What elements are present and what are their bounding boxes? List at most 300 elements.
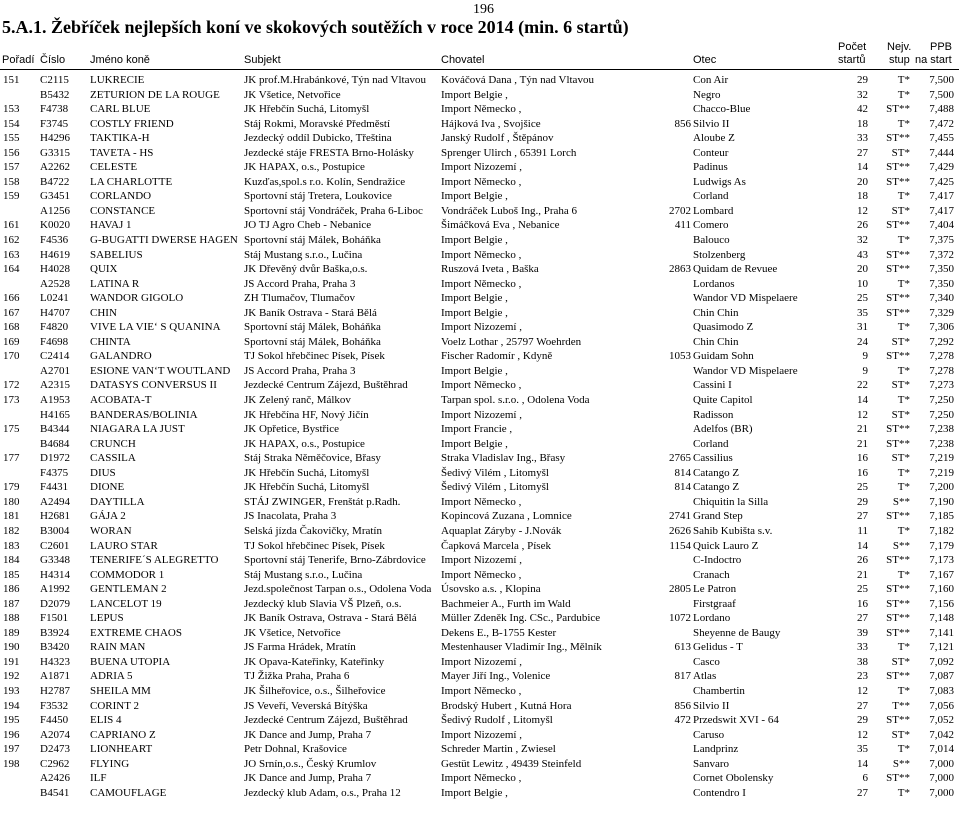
rank-cell: 179 — [3, 481, 20, 494]
horse-number-cell: B3924 — [40, 626, 70, 639]
starts-cell: 27 — [857, 786, 868, 799]
sire-cell: Cranach — [693, 568, 730, 581]
starts-cell: 26 — [857, 554, 868, 567]
level-cell: ST** — [886, 626, 910, 639]
rank-cell: 158 — [3, 175, 20, 188]
header-starts-top: Počet — [838, 41, 867, 53]
breeder-cell: Import Německo , — [441, 495, 522, 508]
breeder-cell: Import Nizozemí , — [441, 728, 522, 741]
starts-cell: 43 — [857, 248, 868, 261]
table-row — [0, 495, 959, 510]
rank-cell: 163 — [3, 248, 20, 261]
horse-name-cell: HAVAJ 1 — [90, 219, 132, 232]
ppb-cell: 7,472 — [929, 117, 954, 130]
horse-number-cell: A1871 — [40, 670, 70, 683]
sire-cell: C-Indoctro — [693, 554, 742, 567]
horse-name-cell: DAYTILLA — [90, 495, 145, 508]
horse-name-cell: CORLANDO — [90, 190, 152, 203]
ppb-cell: 7,167 — [929, 568, 954, 581]
rank-cell: 197 — [3, 743, 20, 756]
horse-name-cell: CONSTANCE — [90, 204, 156, 217]
subject-cell: JK Opřetice, Bystřice — [244, 423, 339, 436]
subject-cell: JS Accord Praha, Praha 3 — [244, 364, 356, 377]
horse-number-cell: B4541 — [40, 786, 70, 799]
sire-cell: Comero — [693, 219, 729, 232]
horse-name-cell: LEPUS — [90, 612, 124, 625]
table-row — [0, 175, 959, 190]
subject-cell: Selská jízda Čakovičky, Mratín — [244, 524, 382, 537]
subject-cell: JS Veveří, Veverská Bítýška — [244, 699, 368, 712]
table-row — [0, 233, 959, 248]
breeder-cell: Import Belgie , — [441, 234, 508, 247]
sire-cell: Chambertin — [693, 684, 745, 697]
ppb-cell: 7,340 — [929, 292, 954, 305]
sire-cell: Cassini I — [693, 379, 732, 392]
horse-number-cell: A2528 — [40, 277, 70, 290]
rank-cell: 193 — [3, 684, 20, 697]
ppb-cell: 7,273 — [929, 379, 954, 392]
table-row — [0, 568, 959, 583]
horse-number-cell: A2494 — [40, 495, 70, 508]
table-row — [0, 422, 959, 437]
level-cell: S** — [892, 757, 910, 770]
horse-number-cell: F3532 — [40, 699, 69, 712]
sire-cell: Chacco-Blue — [693, 103, 751, 116]
header-number: Číslo — [40, 54, 66, 66]
level-cell: ST** — [886, 161, 910, 174]
horse-name-cell: G-BUGATTI DWERSE HAGEN — [90, 234, 238, 247]
rank-cell: 189 — [3, 626, 20, 639]
horse-number-cell: G3315 — [40, 146, 70, 159]
level-cell: ST** — [886, 510, 910, 523]
subject-cell: ZH Tlumačov, Tlumačov — [244, 292, 355, 305]
table-row — [0, 684, 959, 699]
rank-cell: 184 — [3, 554, 20, 567]
ppb-cell: 7,329 — [929, 306, 954, 319]
horse-name-cell: FLYING — [90, 757, 130, 770]
subject-cell: JK Baník Ostrava, Ostrava - Stará Bělá — [244, 612, 417, 625]
horse-number-cell: F3745 — [40, 117, 69, 130]
level-cell: ST* — [891, 728, 910, 741]
horse-number-cell: F4738 — [40, 103, 69, 116]
sire-cell: Sahib Kubišta s.v. — [693, 524, 773, 537]
starts-cell: 6 — [862, 772, 868, 785]
starts-cell: 12 — [857, 204, 868, 217]
breeder-cell: Import Německo , — [441, 103, 522, 116]
subject-cell: Sportovní stáj Vondráček, Praha 6-Liboc — [244, 204, 423, 217]
ppb-cell: 7,350 — [929, 277, 954, 290]
breeder-cell: Aquaplat Záryby - J.Novák — [441, 524, 562, 537]
horse-name-cell: WORAN — [90, 524, 132, 537]
table-row — [0, 102, 959, 117]
breeder-ref-cell: 856 — [674, 699, 691, 712]
breeder-cell: Import Nizozemí , — [441, 655, 522, 668]
starts-cell: 12 — [857, 684, 868, 697]
breeder-cell: Import Belgie , — [441, 306, 508, 319]
breeder-ref-cell: 472 — [674, 714, 691, 727]
sire-cell: Radisson — [693, 408, 734, 421]
subject-cell: JK Dance and Jump, Praha 7 — [244, 772, 372, 785]
horse-name-cell: RAIN MAN — [90, 641, 146, 654]
breeder-ref-cell: 2626 — [669, 524, 691, 537]
rank-cell: 182 — [3, 524, 20, 537]
starts-cell: 33 — [857, 641, 868, 654]
starts-cell: 42 — [857, 103, 868, 116]
table-row — [0, 248, 959, 263]
rank-cell: 198 — [3, 757, 20, 770]
horse-name-cell: TAKTIKA-H — [90, 132, 150, 145]
breeder-ref-cell: 817 — [674, 670, 691, 683]
rank-cell: 167 — [3, 306, 20, 319]
table-row — [0, 335, 959, 350]
horse-number-cell: H4323 — [40, 655, 70, 668]
rank-cell: 180 — [3, 495, 20, 508]
header-divider — [0, 69, 959, 70]
horse-number-cell: G3451 — [40, 190, 70, 203]
sire-cell: Grand Step — [693, 510, 743, 523]
ppb-cell: 7,425 — [929, 175, 954, 188]
level-cell: ST** — [886, 306, 910, 319]
header-sire: Otec — [693, 54, 717, 66]
ppb-cell: 7,219 — [929, 452, 954, 465]
subject-cell: Jezdecký klub Adam, o.s., Praha 12 — [244, 786, 401, 799]
horse-number-cell: C2601 — [40, 539, 70, 552]
horse-name-cell: CHINTA — [90, 335, 131, 348]
breeder-cell: Gestüt Lewitz , 49439 Steinfeld — [441, 757, 582, 770]
level-cell: ST** — [886, 597, 910, 610]
sire-cell: Corland — [693, 190, 729, 203]
breeder-ref-cell: 856 — [674, 117, 691, 130]
subject-cell: JS Inacolata, Praha 3 — [244, 510, 337, 523]
horse-number-cell: A2262 — [40, 161, 70, 174]
level-cell: T* — [897, 88, 910, 101]
level-cell: ST* — [891, 335, 910, 348]
starts-cell: 29 — [857, 714, 868, 727]
breeder-cell: Import Francie , — [441, 423, 513, 436]
breeder-cell: Fischer Radomír , Kdyně — [441, 350, 553, 363]
horse-name-cell: LIONHEART — [90, 743, 153, 756]
rank-cell: 195 — [3, 714, 20, 727]
starts-cell: 12 — [857, 408, 868, 421]
table-row — [0, 539, 959, 554]
starts-cell: 18 — [857, 190, 868, 203]
level-cell: ST* — [891, 452, 910, 465]
horse-name-cell: ESIONE VAN‘T WOUTLAND — [90, 364, 231, 377]
breeder-cell: Brodský Hubert , Kutná Hora — [441, 699, 572, 712]
ppb-cell: 7,014 — [929, 743, 954, 756]
sire-cell: Silvio II — [693, 699, 730, 712]
subject-cell: JK Baník Ostrava - Stará Bělá — [244, 306, 377, 319]
horse-name-cell: DIUS — [90, 466, 116, 479]
sire-cell: Quite Capitol — [693, 394, 753, 407]
breeder-ref-cell: 2741 — [669, 510, 691, 523]
horse-name-cell: LATINA R — [90, 277, 140, 290]
table-row — [0, 524, 959, 539]
level-cell: ST* — [891, 146, 910, 159]
starts-cell: 29 — [857, 495, 868, 508]
table-row — [0, 364, 959, 379]
horse-number-cell: B5432 — [40, 88, 70, 101]
table-row — [0, 655, 959, 670]
breeder-cell: Šimáčková Eva , Nebanice — [441, 219, 560, 232]
horse-number-cell: H4296 — [40, 132, 70, 145]
horse-name-cell: CASSILA — [90, 452, 136, 465]
breeder-cell: Import Nizozemí , — [441, 161, 522, 174]
table-row — [0, 611, 959, 626]
header-horse: Jméno koně — [90, 54, 150, 66]
level-cell: ST* — [891, 655, 910, 668]
level-cell: ST* — [891, 379, 910, 392]
breeder-cell: Import Německo , — [441, 568, 522, 581]
ppb-cell: 7,121 — [929, 641, 954, 654]
sire-cell: Wandor VD Mispelaere — [693, 364, 798, 377]
horse-number-cell: F4375 — [40, 466, 69, 479]
ppb-cell: 7,000 — [929, 757, 954, 770]
sire-cell: Landprinz — [693, 743, 739, 756]
ppb-cell: 7,278 — [929, 364, 954, 377]
breeder-cell: Mestenhauser Vladimír Ing., Mělník — [441, 641, 602, 654]
horse-number-cell: H2681 — [40, 510, 70, 523]
header-level-bottom: stup — [889, 54, 910, 66]
horse-number-cell: F4431 — [40, 481, 69, 494]
starts-cell: 20 — [857, 175, 868, 188]
breeder-cell: Import Německo , — [441, 248, 522, 261]
ppb-cell: 7,185 — [929, 510, 954, 523]
rank-cell: 156 — [3, 146, 20, 159]
ppb-cell: 7,000 — [929, 772, 954, 785]
ppb-cell: 7,417 — [929, 190, 954, 203]
rank-cell: 169 — [3, 335, 20, 348]
starts-cell: 21 — [857, 437, 868, 450]
rank-cell: 186 — [3, 583, 20, 596]
breeder-cell: Voelz Lothar , 25797 Woehrden — [441, 335, 582, 348]
starts-cell: 9 — [862, 364, 868, 377]
table-row — [0, 509, 959, 524]
header-ppb-top: PPB — [930, 41, 953, 53]
breeder-cell: Import Nizozemí , — [441, 554, 522, 567]
breeder-cell: Import Belgie , — [441, 190, 508, 203]
sire-cell: Przedswit XVI - 64 — [693, 714, 779, 727]
horse-number-cell: F1501 — [40, 612, 69, 625]
sire-cell: Sheyenne de Baugy — [693, 626, 781, 639]
table-row — [0, 757, 959, 772]
table-row — [0, 451, 959, 466]
level-cell: ST** — [886, 292, 910, 305]
rank-cell: 153 — [3, 103, 20, 116]
horse-name-cell: BUENA UTOPIA — [90, 655, 171, 668]
subject-cell: Jezdecké Centrum Zájezd, Buštěhrad — [244, 714, 408, 727]
horse-number-cell: B3004 — [40, 524, 70, 537]
sire-cell: Con Air — [693, 74, 729, 86]
subject-cell: TJ Sokol hřebčinec Písek, Písek — [244, 350, 385, 363]
horse-name-cell: CAPRIANO Z — [90, 728, 156, 741]
breeder-cell: Schreder Martin , Zwiesel — [441, 743, 556, 756]
table-row — [0, 713, 959, 728]
horse-number-cell: A1256 — [40, 204, 70, 217]
breeder-cell: Tarpan spol. s.r.o. , Odolena Voda — [441, 394, 590, 407]
level-cell: ST** — [886, 714, 910, 727]
table-row — [0, 728, 959, 743]
horse-name-cell: GÁJA 2 — [90, 510, 126, 523]
subject-cell: JK Opava-Kateřinky, Kateřinky — [244, 655, 385, 668]
level-cell: T* — [897, 234, 910, 247]
table-row — [0, 277, 959, 292]
starts-cell: 14 — [857, 161, 868, 174]
table-row — [0, 349, 959, 364]
starts-cell: 22 — [857, 379, 868, 392]
header-ppb-bottom: na start — [915, 54, 952, 66]
starts-cell: 32 — [857, 234, 868, 247]
sire-cell: Quidam de Revuee — [693, 263, 778, 276]
horse-name-cell: CRUNCH — [90, 437, 136, 450]
sire-cell: Conteur — [693, 146, 729, 159]
ppb-cell: 7,042 — [929, 728, 954, 741]
breeder-cell: Import Německo , — [441, 684, 522, 697]
breeder-cell: Čapková Marcela , Písek — [441, 539, 551, 552]
breeder-cell: Import Belgie , — [441, 292, 508, 305]
rank-cell: 164 — [3, 263, 20, 276]
subject-cell: Sportovní stáj Málek, Boháňka — [244, 321, 381, 334]
ppb-cell: 7,200 — [929, 481, 954, 494]
sire-cell: Firstgraaf — [693, 597, 736, 610]
horse-number-cell: B4722 — [40, 175, 70, 188]
level-cell: ST** — [886, 103, 910, 116]
subject-cell: Petr Dohnal, Krašovice — [244, 743, 347, 756]
horse-name-cell: LAURO STAR — [90, 539, 158, 552]
subject-cell: Sportovní stáj Tretera, Loukovice — [244, 190, 392, 203]
breeder-cell: Import Německo , — [441, 379, 522, 392]
sire-cell: Silvio II — [693, 117, 730, 130]
level-cell: ST** — [886, 772, 910, 785]
subject-cell: JK Všetice, Netvořice — [244, 626, 341, 639]
breeder-cell: Janský Rudolf , Štěpánov — [441, 132, 554, 145]
sire-cell: Lordano — [693, 612, 731, 625]
table-header — [0, 41, 959, 69]
subject-cell: Sportovní stáj Málek, Boháňka — [244, 234, 381, 247]
horse-number-cell: C2414 — [40, 350, 70, 363]
rank-cell: 190 — [3, 641, 20, 654]
table-row — [0, 306, 959, 321]
ppb-cell: 7,375 — [929, 234, 954, 247]
horse-number-cell: A1953 — [40, 394, 70, 407]
level-cell: ST** — [886, 132, 910, 145]
level-cell: T* — [897, 481, 910, 494]
breeder-cell: Sprenger Ulirch , 65391 Lorch — [441, 146, 577, 159]
ppb-cell: 7,417 — [929, 204, 954, 217]
horse-number-cell: A2315 — [40, 379, 70, 392]
rank-cell: 154 — [3, 117, 20, 130]
starts-cell: 21 — [857, 568, 868, 581]
page-title: 5.A.1. Žebříček nejlepších koní ve skokových soutěžích v roce 2014 (min. 6 startů) — [2, 17, 629, 37]
breeder-ref-cell: 1154 — [669, 539, 691, 552]
subject-cell: STÁJ ZWINGER, Frenštát p.Radh. — [244, 495, 401, 508]
breeder-cell: Müller Zdeněk Ing. CSc., Pardubice — [441, 612, 601, 625]
table-row — [0, 553, 959, 568]
sire-cell: Le Patron — [693, 583, 737, 596]
level-cell: T* — [897, 74, 910, 86]
rank-cell: 168 — [3, 321, 20, 334]
starts-cell: 27 — [857, 146, 868, 159]
horse-number-cell: H4619 — [40, 248, 70, 261]
ppb-cell: 7,173 — [929, 554, 954, 567]
starts-cell: 14 — [857, 394, 868, 407]
level-cell: ST* — [891, 204, 910, 217]
level-cell: ST** — [886, 437, 910, 450]
level-cell: T* — [897, 466, 910, 479]
subject-cell: TJ Žižka Praha, Praha 6 — [244, 670, 350, 683]
horse-number-cell: A2074 — [40, 728, 70, 741]
sire-cell: Contendro I — [693, 786, 746, 799]
sire-cell: Aloube Z — [693, 132, 735, 145]
level-cell: T* — [897, 684, 910, 697]
sire-cell: Caruso — [693, 728, 725, 741]
ppb-cell: 7,141 — [929, 626, 954, 639]
breeder-cell: Bachmeier A., Furth im Wald — [441, 597, 571, 610]
sire-cell: Gelidus - T — [693, 641, 743, 654]
rank-cell: 191 — [3, 655, 20, 668]
breeder-ref-cell: 2702 — [669, 204, 691, 217]
table-row — [0, 189, 959, 204]
sire-cell: Corland — [693, 437, 729, 450]
rank-cell: 170 — [3, 350, 20, 363]
level-cell: T* — [897, 190, 910, 203]
table-row — [0, 218, 959, 233]
sire-cell: Negro — [693, 88, 721, 101]
horse-name-cell: TENERIFE´S ALEGRETTO — [90, 554, 219, 567]
horse-name-cell: ILF — [90, 772, 107, 785]
subject-cell: JK Zelený ranč, Málkov — [244, 394, 351, 407]
breeder-ref-cell: 2863 — [669, 263, 691, 276]
horse-number-cell: K0020 — [40, 219, 70, 232]
subject-cell: JK HAPAX, o.s., Postupice — [244, 437, 365, 450]
starts-cell: 32 — [857, 88, 868, 101]
subject-cell: Jezdecké stáje FRESTA Brno-Holásky — [244, 146, 414, 159]
rank-cell: 172 — [3, 379, 20, 392]
page-number: 196 — [473, 2, 494, 17]
rank-cell: 194 — [3, 699, 20, 712]
breeder-cell: Import Německo , — [441, 277, 522, 290]
table-row — [0, 117, 959, 132]
table-row — [0, 597, 959, 612]
breeder-cell: Šedivý Vilém , Litomyšl — [441, 481, 549, 494]
sire-cell: Balouco — [693, 234, 730, 247]
rank-cell: 151 — [3, 74, 20, 86]
horse-name-cell: COSTLY FRIEND — [90, 117, 174, 130]
starts-cell: 16 — [857, 452, 868, 465]
horse-name-cell: LANCELOT 19 — [90, 597, 162, 610]
sire-cell: Cornet Obolensky — [693, 772, 774, 785]
subject-cell: Stáj Rokmi, Moravské Předměstí — [244, 117, 391, 130]
starts-cell: 35 — [857, 743, 868, 756]
subject-cell: JK HAPAX, o.s., Postupice — [244, 161, 365, 174]
sire-cell: Lordanos — [693, 277, 735, 290]
breeder-ref-cell: 613 — [674, 641, 691, 654]
starts-cell: 20 — [857, 263, 868, 276]
horse-name-cell: CORINT 2 — [90, 699, 139, 712]
level-cell: T* — [897, 743, 910, 756]
table-row — [0, 582, 959, 597]
horse-name-cell: SABELIUS — [90, 248, 143, 261]
level-cell: T* — [897, 568, 910, 581]
starts-cell: 23 — [857, 670, 868, 683]
ppb-cell: 7,179 — [929, 539, 954, 552]
level-cell: ST** — [886, 263, 910, 276]
rank-cell: 177 — [3, 452, 20, 465]
starts-cell: 21 — [857, 423, 868, 436]
subject-cell: JK Hřebčín Suchá, Litomyšl — [244, 466, 370, 479]
sire-cell: Adelfos (BR) — [693, 423, 753, 436]
horse-number-cell: G3348 — [40, 554, 70, 567]
